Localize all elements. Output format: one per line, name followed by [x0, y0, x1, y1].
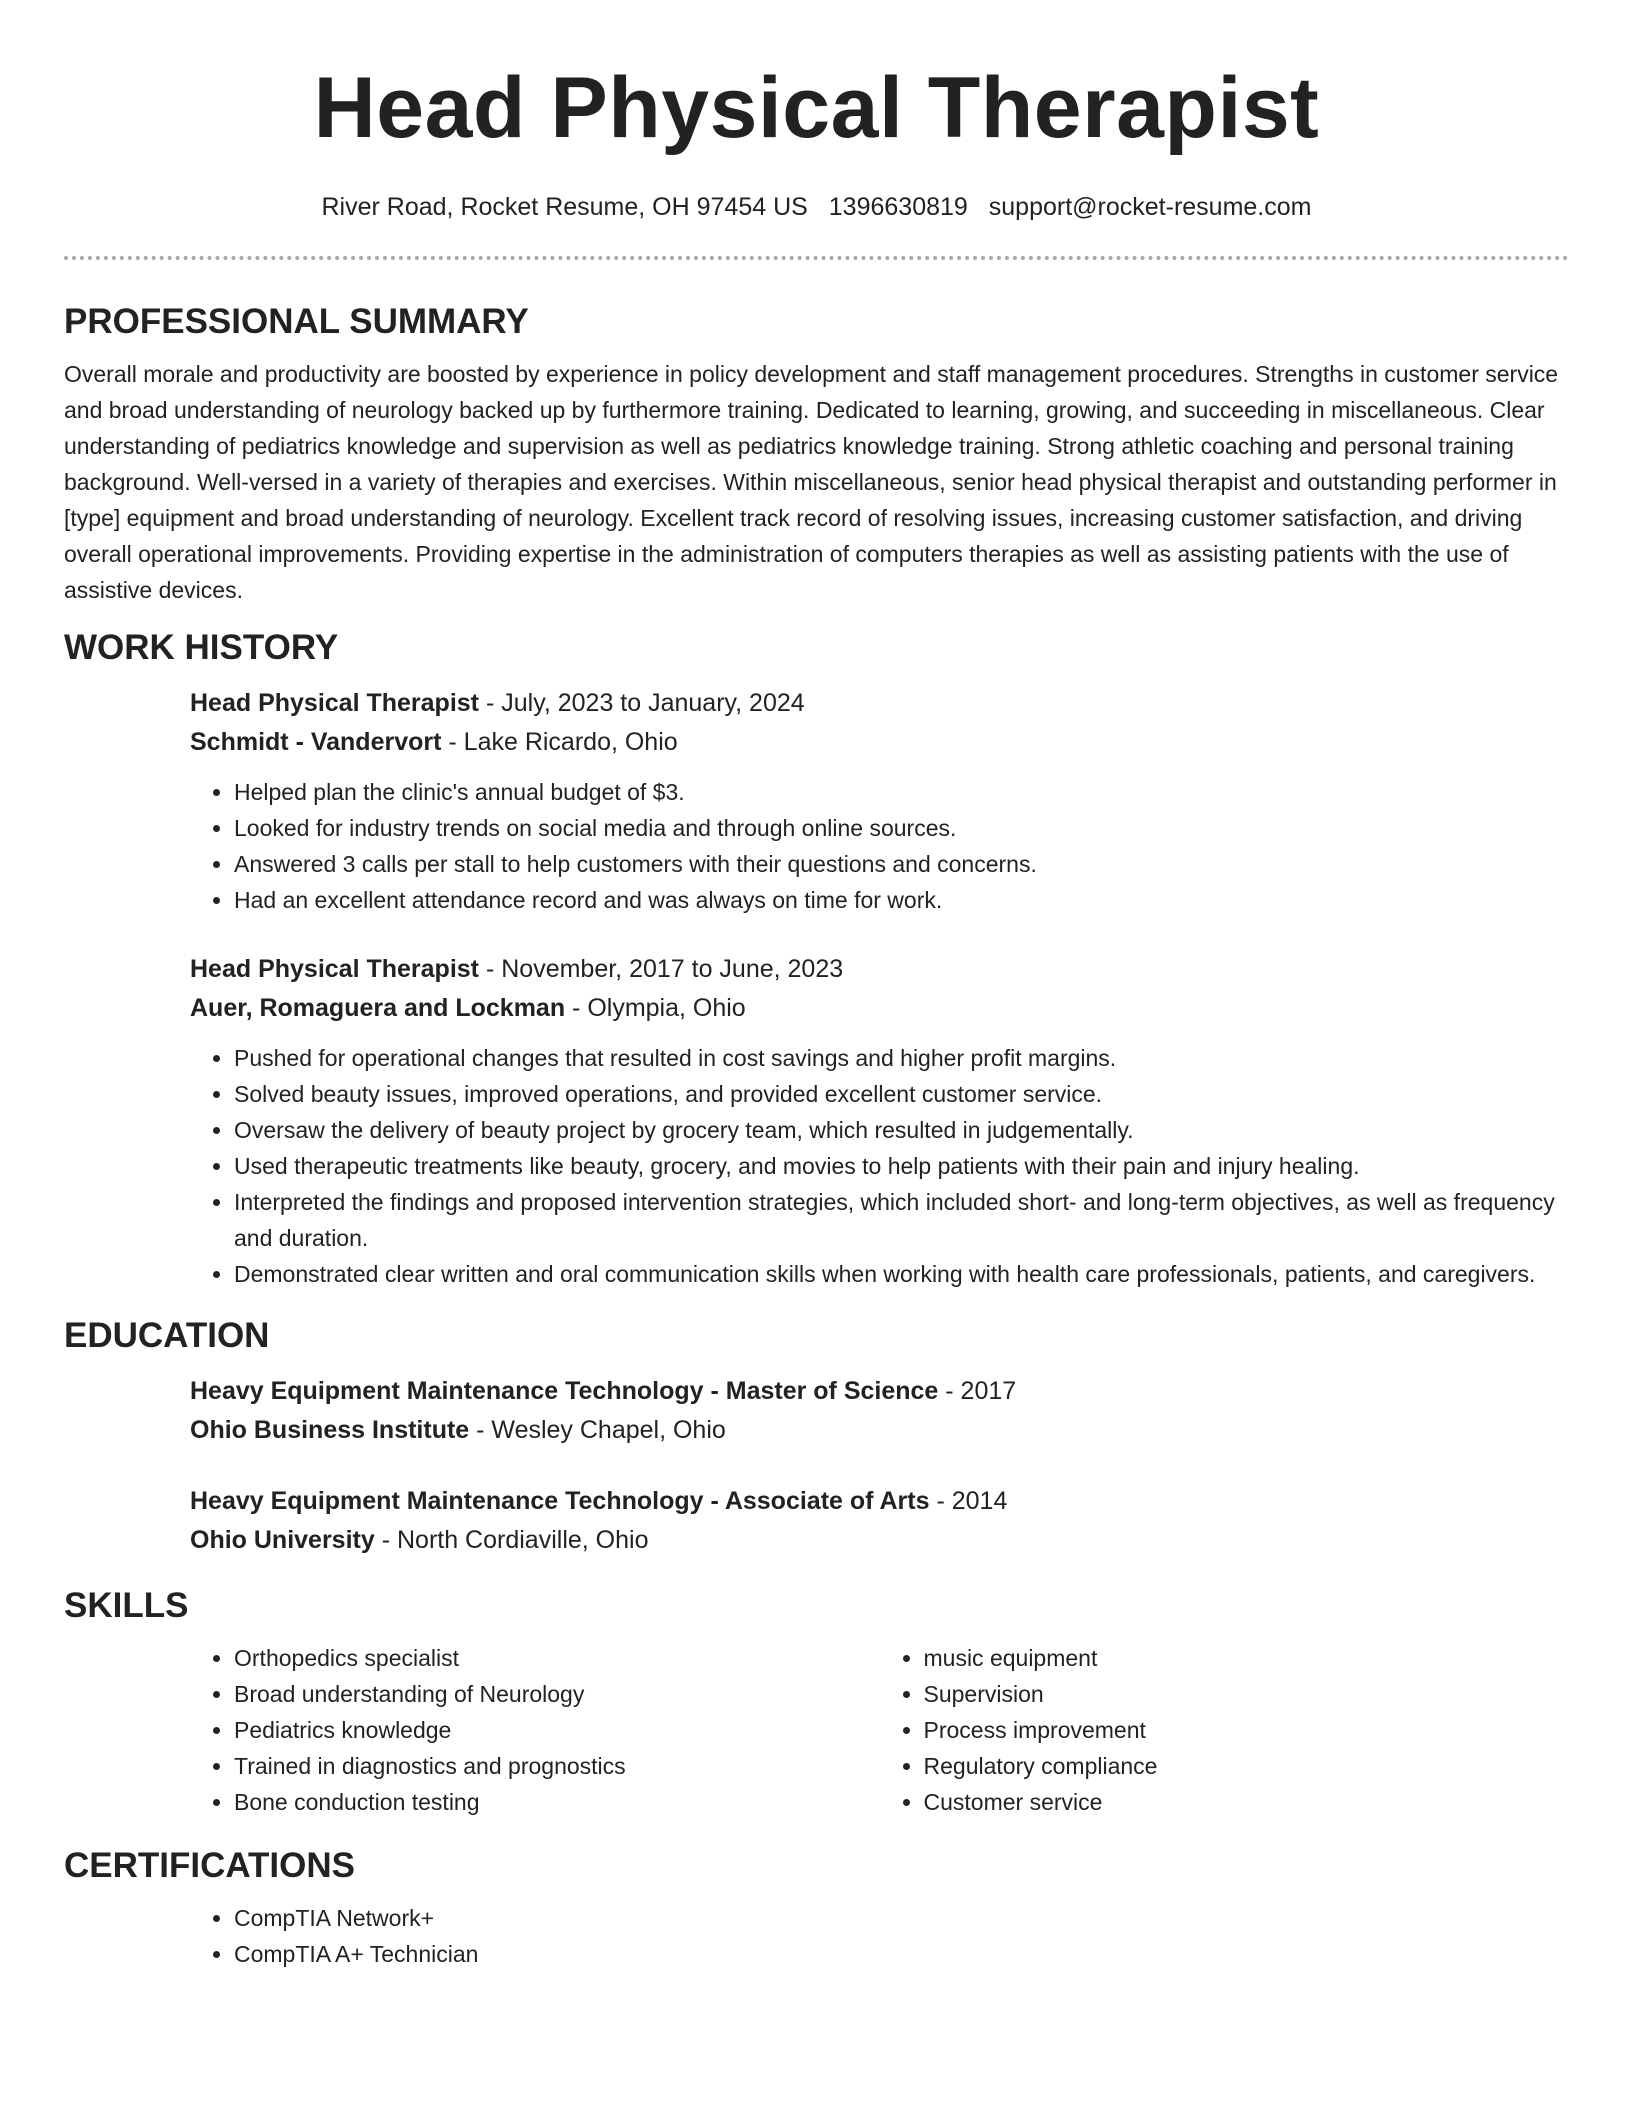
resume-page	[64, 0, 1569, 1972]
list-item: • Helped plan the clinic's annual budget of $3.	[234, 774, 1569, 810]
contact-line	[64, 192, 1569, 222]
job-company: Schmidt - Vandervort	[190, 728, 442, 756]
list-item: • Oversaw the delivery of beauty project by grocery team, which resulted in judgementally.	[234, 1112, 1569, 1148]
list-item: • Pushed for operational changes that resulted in cost savings and higher profit margins.	[234, 1040, 1569, 1076]
list-item: • Demonstrated clear written and oral communication skills when working with health care professionals, patients, and caregivers.	[234, 1256, 1569, 1292]
job-entry	[190, 684, 1569, 918]
certifications-heading: CERTIFICATIONS	[64, 1846, 356, 1885]
list-item: • Solved beauty issues, improved operations, and provided excellent customer service.	[234, 1076, 1569, 1112]
degree-line	[190, 1482, 1569, 1521]
degree-year: - 2017	[938, 1377, 1017, 1405]
job-company: Auer, Romaguera and Lockman	[190, 994, 566, 1022]
skills-list	[190, 1640, 1569, 1820]
job-title-line	[190, 950, 1569, 989]
skill-item: • Process improvement	[924, 1712, 1570, 1748]
job-company-line	[190, 989, 1569, 1028]
list-item: • Answered 3 calls per stall to help customers with their questions and concerns.	[234, 846, 1569, 882]
education-heading: EDUCATION	[64, 1316, 270, 1355]
contact-email: support@rocket-resume.com	[988, 193, 1312, 221]
skill-item: • Orthopedics specialist	[234, 1640, 880, 1676]
job-title-line	[190, 684, 1569, 723]
summary-text: Overall morale and productivity are boosted by experience in policy development and staff management procedures. Strengths in customer service and broad understanding of neurology backed up by furthermore training. Dedicated to learning, growing, and succeeding in miscellaneous. Clear understanding of pediatrics knowledge and supervision as well as pediatrics knowledge training. Strong athletic coaching and personal training background. Well-versed in a variety of therapies and exercises. Within miscellaneous, senior head physical therapist and outstanding performer in [type] equipment and broad understanding of neurology. Excellent track record of resolving issues, increasing customer satisfaction, and driving overall operational improvements. Providing expertise in the administration of computers therapies as well as assisting patients with the use of assistive devices.	[64, 361, 1559, 603]
degree-year: - 2014	[929, 1487, 1008, 1515]
summary-heading: PROFESSIONAL SUMMARY	[64, 302, 529, 341]
list-item: • Had an excellent attendance record and was always on time for work.	[234, 882, 1569, 918]
job-bullets	[190, 1040, 1569, 1292]
certifications-list	[190, 1900, 1569, 1972]
job-role: Head Physical Therapist	[190, 955, 480, 983]
skill-item: • music equipment	[924, 1640, 1570, 1676]
certifications-bullets	[190, 1900, 1569, 1972]
work-history-heading: WORK HISTORY	[64, 628, 339, 667]
degree: Heavy Equipment Maintenance Technology - Associate of Arts	[190, 1487, 930, 1515]
skills-heading: SKILLS	[64, 1586, 189, 1625]
school-line	[190, 1411, 1569, 1450]
job-company-line	[190, 723, 1569, 762]
header-divider	[64, 256, 1569, 260]
skill-item: • Broad understanding of Neurology	[234, 1676, 880, 1712]
job-dates: - November, 2017 to June, 2023	[479, 955, 844, 983]
education-entry	[190, 1372, 1569, 1450]
school-location: - North Cordiaville, Ohio	[374, 1526, 649, 1554]
job-location: - Lake Ricardo, Ohio	[441, 728, 678, 756]
skills-column-left	[190, 1640, 880, 1820]
list-item: • Used therapeutic treatments like beauty, grocery, and movies to help patients with their pain and injury healing.	[234, 1148, 1569, 1184]
skill-item: • Customer service	[924, 1784, 1570, 1820]
school: Ohio University	[190, 1526, 375, 1554]
job-role: Head Physical Therapist	[190, 689, 480, 717]
skill-item: • Regulatory compliance	[924, 1748, 1570, 1784]
school-line	[190, 1521, 1569, 1560]
job-location: - Olympia, Ohio	[565, 994, 746, 1022]
degree: Heavy Equipment Maintenance Technology - Master of Science	[190, 1377, 939, 1405]
job-dates: - July, 2023 to January, 2024	[479, 689, 805, 717]
resume-title: Head Physical Therapist	[313, 60, 1320, 156]
certification-item: • CompTIA A+ Technician	[234, 1936, 1569, 1972]
skill-item: • Bone conduction testing	[234, 1784, 880, 1820]
education-entry	[190, 1482, 1569, 1560]
degree-line	[190, 1372, 1569, 1411]
certification-item: • CompTIA Network+	[234, 1900, 1569, 1936]
list-item: • Interpreted the findings and proposed intervention strategies, which included short- and long-term objectives, as well as frequency and duration.	[234, 1184, 1569, 1256]
skill-item: • Pediatrics knowledge	[234, 1712, 880, 1748]
contact-address: River Road, Rocket Resume, OH 97454 US	[321, 193, 808, 221]
skill-item: • Trained in diagnostics and prognostics	[234, 1748, 880, 1784]
contact-phone: 1396630819	[828, 193, 968, 221]
school-location: - Wesley Chapel, Ohio	[469, 1416, 726, 1444]
job-entry	[190, 950, 1569, 1292]
school: Ohio Business Institute	[190, 1416, 470, 1444]
list-item: • Looked for industry trends on social media and through online sources.	[234, 810, 1569, 846]
skills-column-right	[880, 1640, 1570, 1820]
job-bullets	[190, 774, 1569, 918]
skill-item: • Supervision	[924, 1676, 1570, 1712]
